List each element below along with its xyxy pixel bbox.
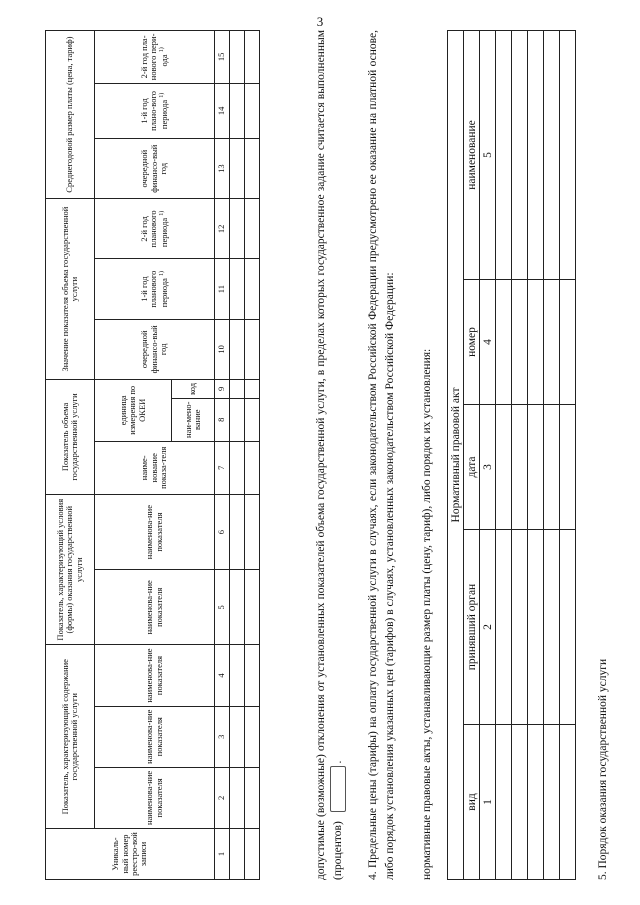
service-procedure-heading: 5. Порядок оказания государственной услуги: [597, 658, 609, 880]
rotated-page: [45, 30, 609, 880]
column-number: 14: [215, 83, 230, 138]
second-plan-year-price-header: 2-й год пла-нового пери-ода $^{1)}$: [95, 31, 215, 84]
volume-indicators-table: [45, 30, 260, 880]
first-plan-year-header: 1-й год планового периода $^{1)}$: [95, 259, 215, 319]
indicator-name-header: наименова-ние показателя: [95, 645, 215, 706]
column-number: 6: [215, 494, 230, 569]
price-limits-paragraph: 4. Предельные цены (тарифы) на оплату государственной услуги в случаях, если законодательством Российской Федерации предусмотрено ее оказание на платной основе, либо порядок установления указанных цен (тарифов) в случаях, установленных законодательством Российской Федерации:: [367, 30, 396, 880]
table-row: [560, 31, 576, 880]
avg-price-header: Среднегодовой размер платы (цена, тариф): [46, 31, 95, 199]
column-number: 2: [480, 530, 496, 725]
next-year-price-header: очередной финансо-вый год: [95, 139, 215, 199]
footnote-mark: 1): [158, 270, 165, 276]
column-header: вид: [464, 725, 480, 880]
table-row: [528, 31, 544, 880]
column-number: 5: [480, 31, 496, 280]
column-number: 4: [215, 645, 230, 706]
column-number: 11: [215, 259, 230, 319]
next-year-header: очередной финансо-вый год: [95, 319, 215, 379]
column-number: 5: [215, 570, 230, 645]
column-number: 3: [215, 706, 230, 767]
column-number: 3: [480, 405, 496, 530]
percent-input-box[interactable]: [330, 766, 346, 812]
first-plan-year-price-header: 1-й год плано-вого периода $^{1)}$: [95, 83, 215, 138]
unit-code-header: код: [172, 379, 215, 398]
second-plan-year-header: 2-й год планового периода $^{1)}$: [95, 199, 215, 259]
table-row: [496, 31, 512, 880]
page-number: 3: [316, 14, 324, 29]
deviation-paragraph: допустимые (возможные) отклонения от установленных показателей объема государственной услуги, в пределах которых государственное задание считается выполненным (процентов) .: [313, 30, 347, 880]
conditions-indicator-header: Показатель, характеризующий условия (формы) оказания государственной услуги: [46, 494, 95, 644]
footnote-mark: 1): [158, 210, 165, 216]
indicator-name-header: наименова-ние показателя: [95, 706, 215, 767]
unit-okei-header: единица измерения по ОКЕИ: [95, 379, 172, 441]
column-number: 1: [215, 829, 230, 880]
column-number: 9: [215, 379, 230, 398]
column-header: номер: [464, 280, 480, 405]
column-number: 12: [215, 199, 230, 259]
column-number: 15: [215, 31, 230, 84]
column-number: 10: [215, 319, 230, 379]
column-number: 13: [215, 139, 230, 199]
column-number: 4: [480, 280, 496, 405]
column-header: дата: [464, 405, 480, 530]
volume-value-header: Значение показателя объема государственной услуги: [46, 199, 95, 380]
volume-indicator-header: Показатель объема государственной услуги: [46, 379, 95, 494]
table-row: [544, 31, 560, 880]
footnote-mark: 1): [158, 92, 165, 98]
column-number: 2: [215, 767, 230, 828]
volume-name-header: наиме-нование показа-теля: [95, 441, 215, 494]
unique-number-header: Уникаль-ный номер реестро-вой записи: [46, 829, 215, 880]
legal-acts-paragraph: нормативные правовые акты, устанавливающие размер платы (цену, тариф), либо порядок их установления:: [421, 348, 433, 880]
table-row: [245, 31, 260, 880]
column-number: 1: [480, 725, 496, 880]
legal-act-title: Нормативный правовой акт: [448, 31, 464, 880]
legal-act-table: [447, 30, 576, 880]
indicator-name-header: наименова-ние показателя: [95, 494, 215, 569]
indicator-name-header: наименова-ние показателя: [95, 767, 215, 828]
table-row: [230, 31, 245, 880]
unit-name-header: наи-мено-вание: [172, 398, 215, 441]
column-number: 8: [215, 398, 230, 441]
table-row: [512, 31, 528, 880]
footnote-mark: 1): [158, 47, 165, 53]
column-number: 7: [215, 441, 230, 494]
indicator-name-header: наименова-ние показателя: [95, 570, 215, 645]
column-header: принявший орган: [464, 530, 480, 725]
content-indicator-header: Показатель, характеризующий содержание государственной услуги: [46, 645, 95, 829]
column-header: наименование: [464, 31, 480, 280]
